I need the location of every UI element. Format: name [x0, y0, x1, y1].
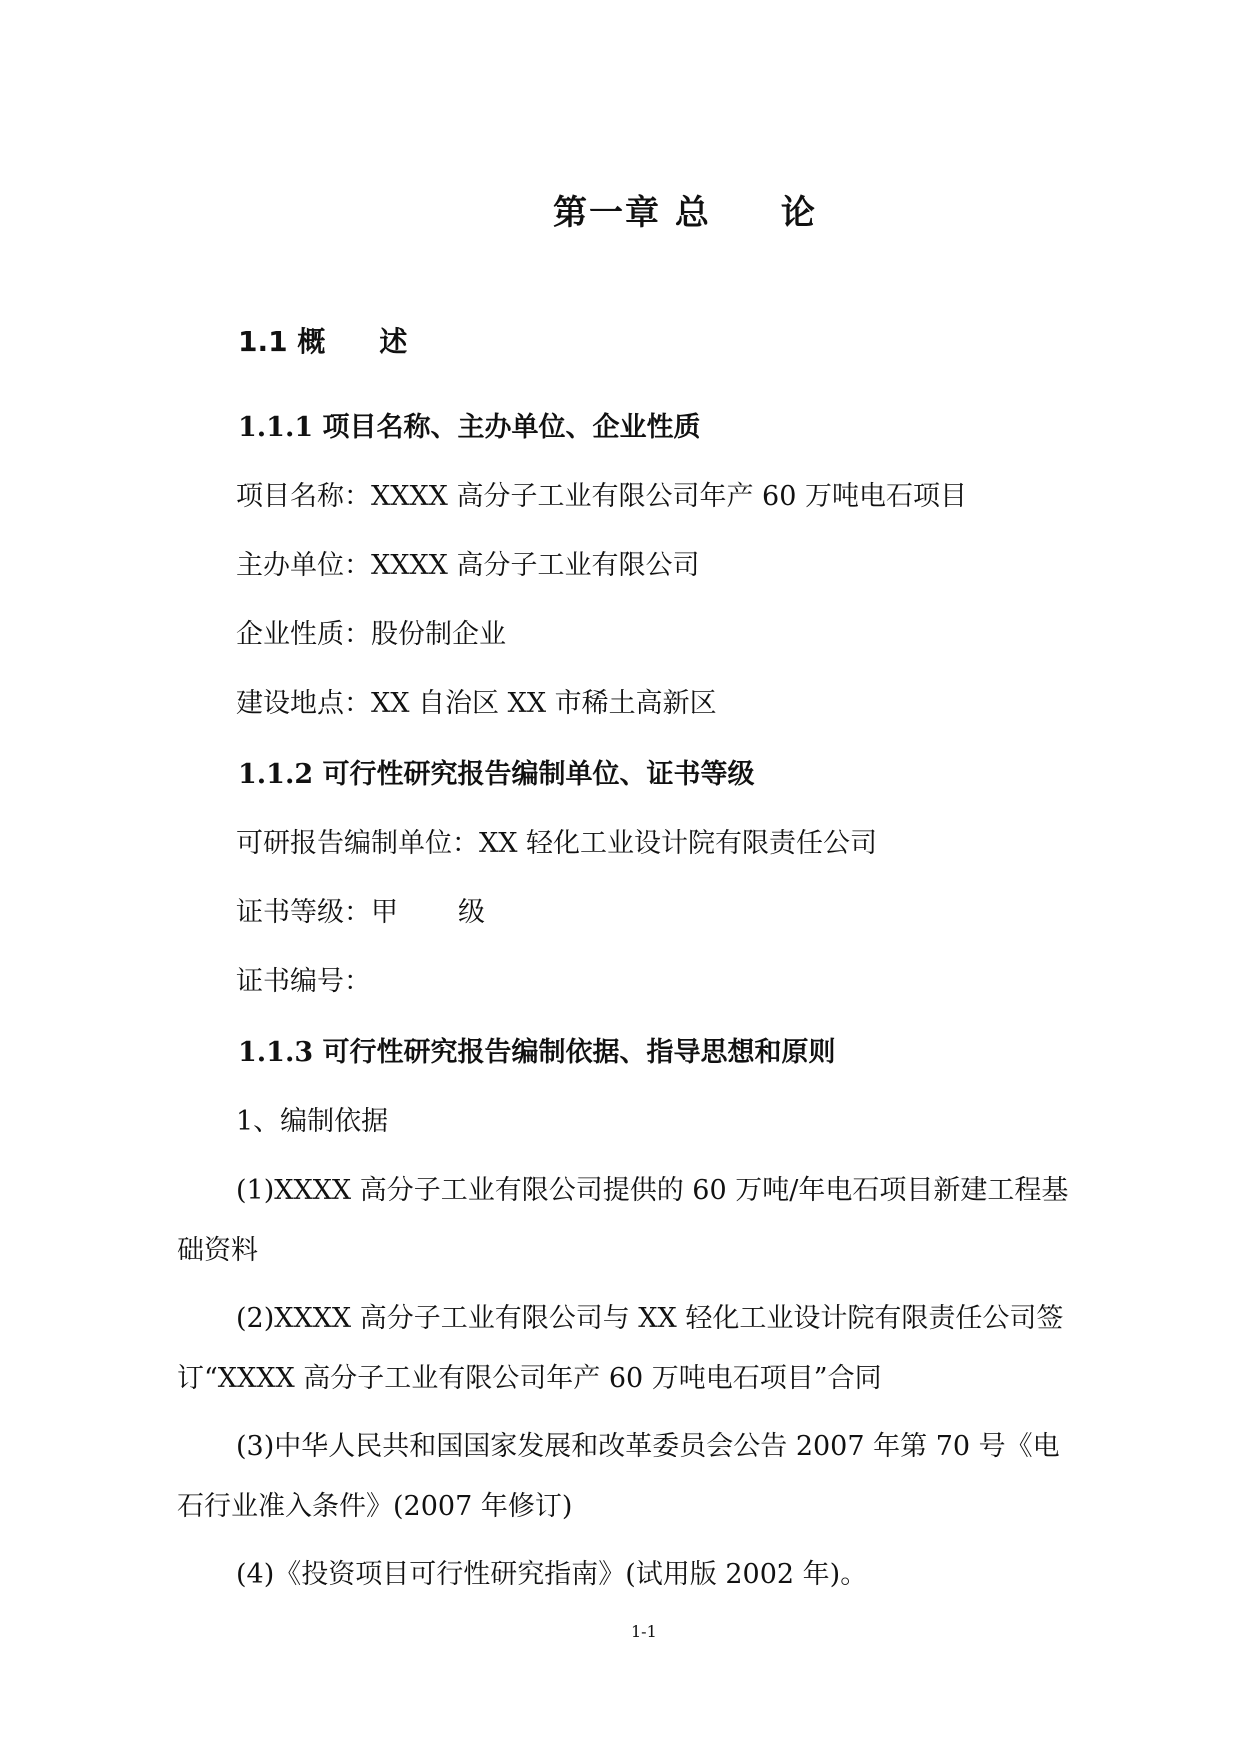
section-title-part-a: 1.1 概 [238, 325, 326, 358]
chapter-title [553, 193, 817, 233]
basis-item-1-line-2: 础资料 [177, 1235, 258, 1266]
compiler-line: 可研报告编制单位：XX 轻化工业设计院有限责任公司 [236, 828, 878, 859]
enterprise-nature-line: 企业性质：股份制企业 [236, 619, 506, 650]
certificate-level-label: 证书等级：甲 [236, 897, 398, 928]
certificate-level-line [236, 899, 485, 926]
section-title-part-b: 述 [379, 325, 408, 358]
basis-item-4: (4)《投资项目可行性研究指南》(试用版 2002 年)。 [236, 1559, 868, 1590]
subsection-title-2: 1.1.2 可行性研究报告编制单位、证书等级 [238, 759, 755, 790]
subsection-title-3: 1.1.3 可行性研究报告编制依据、指导思想和原则 [238, 1037, 836, 1068]
certificate-level-tail: 级 [458, 897, 485, 928]
project-name-line: 项目名称：XXXX 高分子工业有限公司年产 60 万吨电石项目 [236, 481, 967, 512]
basis-item-3-line-1: (3)中华人民共和国国家发展和改革委员会公告 2007 年第 70 号《电 [236, 1431, 1060, 1462]
certificate-number-line: 证书编号： [236, 966, 371, 997]
chapter-title-part-a: 第一章 总 [553, 193, 711, 233]
basis-item-3-line-2: 石行业准入条件》(2007 年修订) [177, 1491, 573, 1522]
section-title [238, 325, 408, 358]
basis-item-2-line-1: (2)XXXX 高分子工业有限公司与 XX 轻化工业设计院有限责任公司签 [236, 1303, 1064, 1334]
subsection-title-1: 1.1.1 项目名称、主办单位、企业性质 [238, 412, 701, 443]
basis-item-2-line-2: 订“XXXX 高分子工业有限公司年产 60 万吨电石项目”合同 [177, 1363, 882, 1394]
sponsor-line: 主办单位：XXXX 高分子工业有限公司 [236, 550, 700, 581]
basis-heading: 1、编制依据 [236, 1106, 389, 1137]
chapter-title-part-b: 论 [780, 193, 817, 233]
basis-item-1-line-1: (1)XXXX 高分子工业有限公司提供的 60 万吨/年电石项目新建工程基 [236, 1175, 1069, 1206]
location-line: 建设地点：XX 自治区 XX 市稀土高新区 [236, 688, 717, 719]
page-number: 1-1 [631, 1622, 657, 1641]
